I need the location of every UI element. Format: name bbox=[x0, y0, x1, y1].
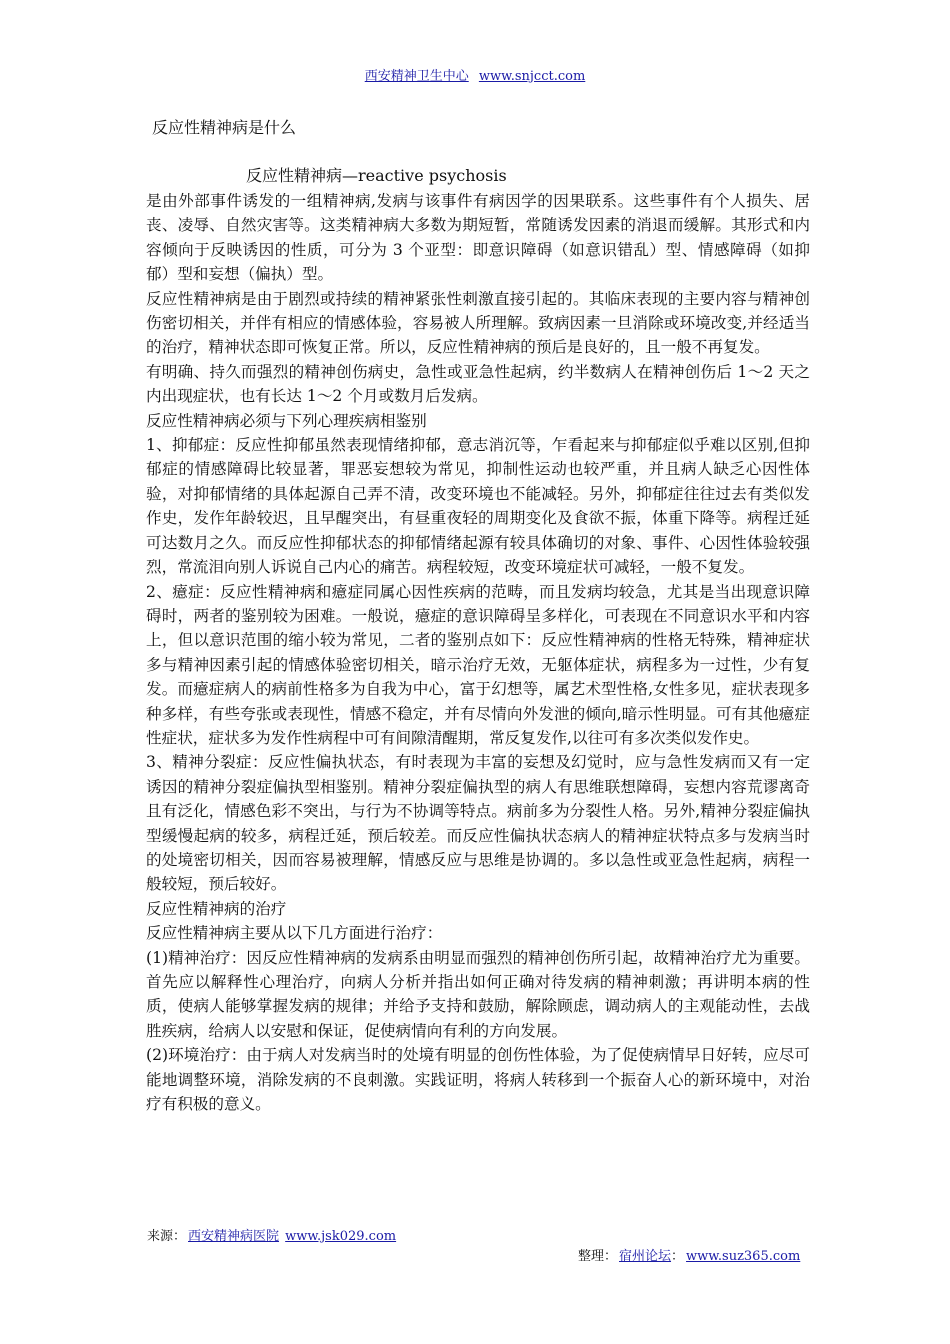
paragraph-depression: 1、抑郁症：反应性抑郁虽然表现情绪抑郁，意志消沉等，乍看起来与抑郁症似乎难以区别,但抑郁症的情感障碍比较显著，罪恶妄想较为常见，抑制性运动也较严重，并且病人缺乏心因性体验，对抑郁情绪的具体起源自己弄不清，改变环境也不能减轻。另外，抑郁症往往过去有类似发作史，发作年龄较迟，且早醒突出，有昼重夜轻的周期变化及食欲不振，体重下降等。病程迁延可达数月之久。而反应性抑郁状态的抑郁情绪起源有较具体确切的对象、事件、心因性体验较强烈，常流泪向别人诉说自己内心的痛苦。病程较短，改变环境症状可减轻，一般不复发。 bbox=[146, 436, 810, 577]
document-title: 反应性精神病是什么 bbox=[152, 118, 297, 137]
header-site-name-link[interactable]: 西安精神卫生中心 bbox=[364, 69, 469, 84]
paragraph-cause: 反应性精神病是由于剧烈或持续的精神紧张性刺激直接引起的。其临床表现的主要内容与精神创伤密切相关，并伴有相应的情感体验，容易被人所理解。致病因素一旦消除或环境改变,并经适当的治疗，精神状态即可恢复正常。所以，反应性精神病的预后是良好的，且一般不再复发。 bbox=[146, 289, 810, 357]
source-name-link[interactable]: 西安精神病医院 bbox=[188, 1229, 280, 1244]
page-header bbox=[0, 68, 950, 86]
document-subtitle: 反应性精神病—reactive psychosis bbox=[246, 166, 507, 185]
paragraph-definition: 是由外部事件诱发的一组精神病,发病与该事件有病因学的因果联系。这些事件有个人损失、居丧、凌辱、自然灾害等。这类精神病大多数为期短暂，常随诱发因素的消退而缓解。其形式和内容倾向于反映诱因的性质，可分为 3 个亚型：即意识障碍（如意识错乱）型、情感障碍（如抑郁）型和妄想（偏执）型。 bbox=[146, 192, 810, 284]
source-label: 来源： bbox=[147, 1229, 187, 1244]
header-site-url-link[interactable]: www.snjcct.com bbox=[478, 69, 586, 84]
paragraph-treatment-intro: 反应性精神病主要从以下几方面进行治疗： bbox=[146, 924, 443, 943]
paragraph-onset: 有明确、持久而强烈的精神创伤病史，急性或亚急性起病，约半数病人在精神创伤后 1～2 天之内出现症状，也有长达 1～2 个月或数月后发病。 bbox=[146, 362, 810, 406]
paragraph-psychotherapy: (1)精神治疗：因反应性精神病的发病系由明显而强烈的精神创伤所引起，故精神治疗尤为重要。首先应以解释性心理治疗，向病人分析并指出如何正确对待发病的精神刺激；再讲明本病的性质，使病人能够掌握发病的规律；并给予支持和鼓励，解除顾虑，调动病人的主观能动性，去战胜疾病，给病人以安慰和保证，促使病情向有利的方向发展。 bbox=[146, 948, 810, 1040]
paragraph-hysteria: 2、癔症：反应性精神病和癔症同属心因性疾病的范畴，而且发病均较急，尤其是当出现意识障碍时，两者的鉴别较为困难。一般说，癔症的意识障碍呈多样化，可表现在不同意识水平和内容上，但以意识范围的缩小较为常见，二者的鉴别点如下：反应性精神病的性格无特殊，精神症状多与精神因素引起的情感体验密切相关，暗示治疗无效，无躯体症状，病程多为一过性，少有复发。而癔症病人的病前性格多为自我为中心，富于幻想等，属艺术型性格,女性多见，症状表现多种多样，有些夸张或表现性，情感不稳定，并有尽情向外发泄的倾向,暗示性明显。可有其他癔症性症状，症状多为发作性病程中可有间隙清醒期，常反复发作,以往可有多次类似发作史。 bbox=[146, 582, 810, 747]
paragraph-schizophrenia: 3、精神分裂症：反应性偏执状态，有时表现为丰富的妄想及幻觉时，应与急性发病而又有一定诱因的精神分裂症偏执型相鉴别。精神分裂症偏执型的病人有思维联想障碍，妄想内容荒谬离奇且有泛化，情感色彩不突出，与行为不协调等特点。病前多为分裂性人格。另外,精神分裂症偏执型缓慢起病的较多，病程迁延，预后较差。而反应性偏执状态病人的精神症状特点多与发病当时的处境密切相关，因而容易被理解，情感反应与思维是协调的。多以急性或亚急性起病，病程一般较短，预后较好。 bbox=[146, 753, 810, 894]
editor-name-link[interactable]: 宿州论坛 bbox=[619, 1249, 672, 1264]
footer-source bbox=[147, 1228, 396, 1246]
source-url-link[interactable]: www.jsk029.com bbox=[285, 1229, 397, 1244]
editor-label: 整理： bbox=[578, 1249, 618, 1264]
section-heading-differential: 反应性精神病必须与下列心理疾病相鉴别 bbox=[146, 411, 427, 430]
section-heading-treatment: 反应性精神病的治疗 bbox=[146, 899, 287, 918]
paragraph-environment-therapy: (2)环境治疗：由于病人对发病当时的处境有明显的创伤性体验，为了促使病情早日好转，应尽可能地调整环境，消除发病的不良刺激。实践证明，将病人转移到一个振奋人心的新环境中，对治疗有积极的意义。 bbox=[146, 1046, 810, 1114]
editor-separator: ： bbox=[671, 1249, 685, 1264]
editor-url-link[interactable]: www.suz365.com bbox=[686, 1249, 801, 1264]
document-body bbox=[146, 189, 810, 1116]
footer-editor bbox=[578, 1248, 800, 1266]
